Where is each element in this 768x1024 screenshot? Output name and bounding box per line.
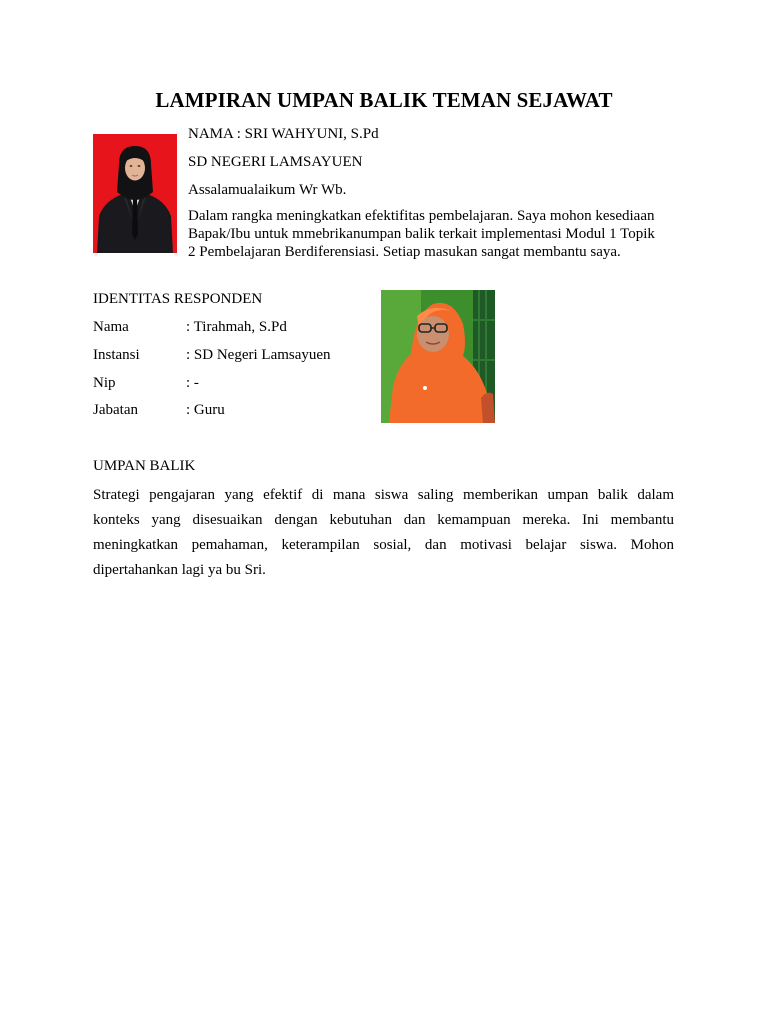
- request-line: Dalam rangka meningkatkan efektifitas pembelajaran. Saya mohon kesediaan: [188, 208, 655, 224]
- author-photo: [93, 134, 177, 253]
- feedback-line: konteks yang disesuaikan dengan kebutuhan dan kemampuan mereka. Ini membantu: [93, 512, 674, 528]
- field-label-nip: Nip: [93, 375, 116, 391]
- feedback-line: meningkatkan pemahaman, keterampilan sosial, dan motivasi belajar siswa. Mohon: [93, 537, 674, 553]
- field-value-instansi: : SD Negeri Lamsayuen: [186, 347, 331, 363]
- request-line: 2 Pembelajaran Berdiferensiasi. Setiap masukan sangat membantu saya.: [188, 244, 621, 260]
- feedback-text: [93, 483, 674, 583]
- page-title: LAMPIRAN UMPAN BALIK TEMAN SEJAWAT: [155, 88, 613, 112]
- request-paragraph: [188, 207, 674, 261]
- greeting: Assalamualaikum Wr Wb.: [188, 182, 347, 198]
- field-value-nama: : Tirahmah, S.Pd: [186, 319, 287, 335]
- feedback-heading: UMPAN BALIK: [93, 458, 196, 474]
- field-label-nama: Nama: [93, 319, 129, 335]
- feedback-line: dipertahankan lagi ya bu Sri.: [93, 562, 266, 578]
- request-line: Bapak/Ibu untuk mmebrikanumpan balik terkait implementasi Modul 1 Topik: [188, 226, 655, 242]
- feedback-line: Strategi pengajaran yang efektif di mana siswa saling memberikan umpan balik dalam: [93, 487, 674, 503]
- field-label-instansi: Instansi: [93, 347, 140, 363]
- respondent-photo: [381, 290, 495, 423]
- field-value-jabatan: : Guru: [186, 402, 225, 418]
- author-name: NAMA : SRI WAHYUNI, S.Pd: [188, 126, 379, 142]
- author-school: SD NEGERI LAMSAYUEN: [188, 154, 363, 170]
- field-value-nip: : -: [186, 375, 199, 391]
- respondent-heading: IDENTITAS RESPONDEN: [93, 291, 263, 307]
- field-label-jabatan: Jabatan: [93, 402, 138, 418]
